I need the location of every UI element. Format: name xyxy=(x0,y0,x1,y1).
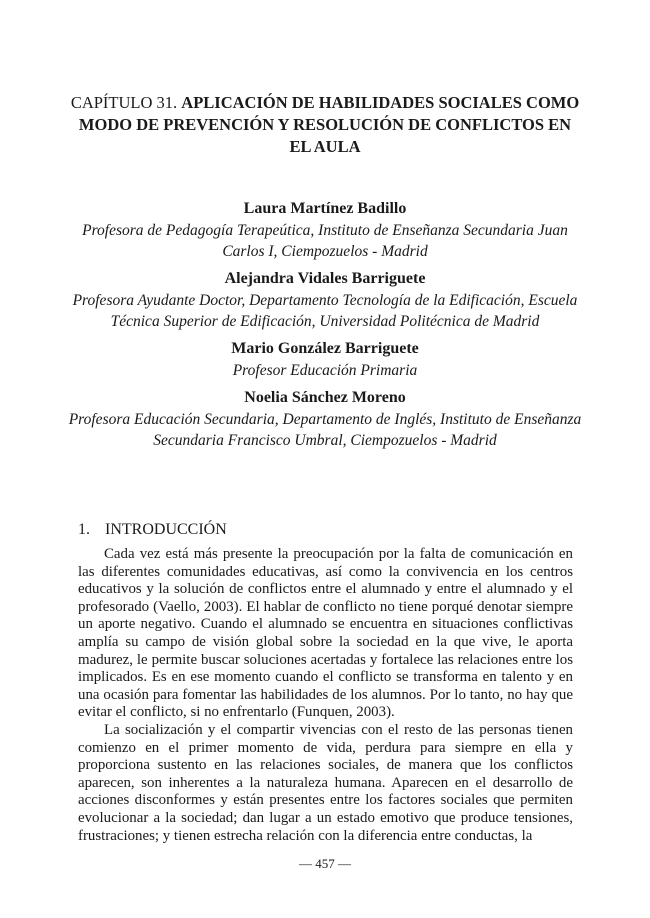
author-name: Mario González Barriguete xyxy=(231,340,419,357)
author-affiliation: Profesora Educación Secundaria, Departamento de Inglés, Instituto de Enseñanza Secundaria Francisco Umbral, Ciempozuelos - Madrid xyxy=(68,411,582,449)
section-number: 1. xyxy=(78,521,90,538)
chapter-prefix: CAPÍTULO 31. xyxy=(70,93,178,112)
author-affiliation: Profesora Ayudante Doctor, Departamento Tecnología de la Edificación, Escuela Técnica Superior de Edificación, Universidad Politécnica de Madrid xyxy=(72,292,578,330)
body-text xyxy=(78,546,573,845)
paragraph: Cada vez está más presente la preocupación por la falta de comunicación en las diferentes comunidades educativas, así como la convivencia en los centros educativos y la solución de conflictos entre el alumnado y entre el alumnado y el profesorado (Vaello, 2003). El hablar de conflicto no tiene porqué denotar siempre un aporte negativo. Cuando el alumnado se encuentra en situaciones conflictivas amplía su campo de visión global sobre la sociedad en la que vive, le aporta madurez, le permite buscar soluciones acertadas y fortalece las relaciones entre los implicados. Es en ese momento cuando el conflicto se transforma en talento y en una ocasión para fomentar las habilidades de los alumnos. Por lo tanto, no hay que evitar el conflicto, si no enfrentarlo (Funquen, 2003). xyxy=(78,546,573,721)
author-affiliation: Profesora de Pedagogía Terapeútica, Instituto de Enseñanza Secundaria Juan Carlos I, Ciempozuelos - Madrid xyxy=(82,222,568,260)
page-number: — 457 — xyxy=(299,856,351,871)
paragraph: La socialización y el compartir vivencias con el resto de las personas tienen comienzo en el primer momento de vida, perdura para siempre en ella y proporciona sustento en las relaciones sociales, de manera que los conflictos aparecen, son inherentes a la naturaleza humana. Aparecen en el desarrollo de acciones disconformes y están presentes entre los factores sociales que permiten evolucionar a la sociedad; dan lugar a un estado emotivo que produce tensiones, frustraciones; y tienen estrecha relación con la diferencia entre conductas, la xyxy=(78,721,573,844)
author-name: Alejandra Vidales Barriguete xyxy=(224,270,426,287)
chapter-title xyxy=(70,92,580,158)
author-list xyxy=(60,198,590,457)
author-name: Noelia Sánchez Moreno xyxy=(244,389,406,406)
author-name: Laura Martínez Badillo xyxy=(243,200,407,217)
chapter-title-text: APLICACIÓN DE HABILIDADES SOCIALES COMO MODO DE PREVENCIÓN Y RESOLUCIÓN DE CONFLICTOS EN EL AULA xyxy=(78,93,580,156)
author-affiliation: Profesor Educación Primaria xyxy=(232,362,418,379)
section-title: INTRODUCCIÓN xyxy=(105,521,227,538)
section-heading xyxy=(78,521,227,539)
